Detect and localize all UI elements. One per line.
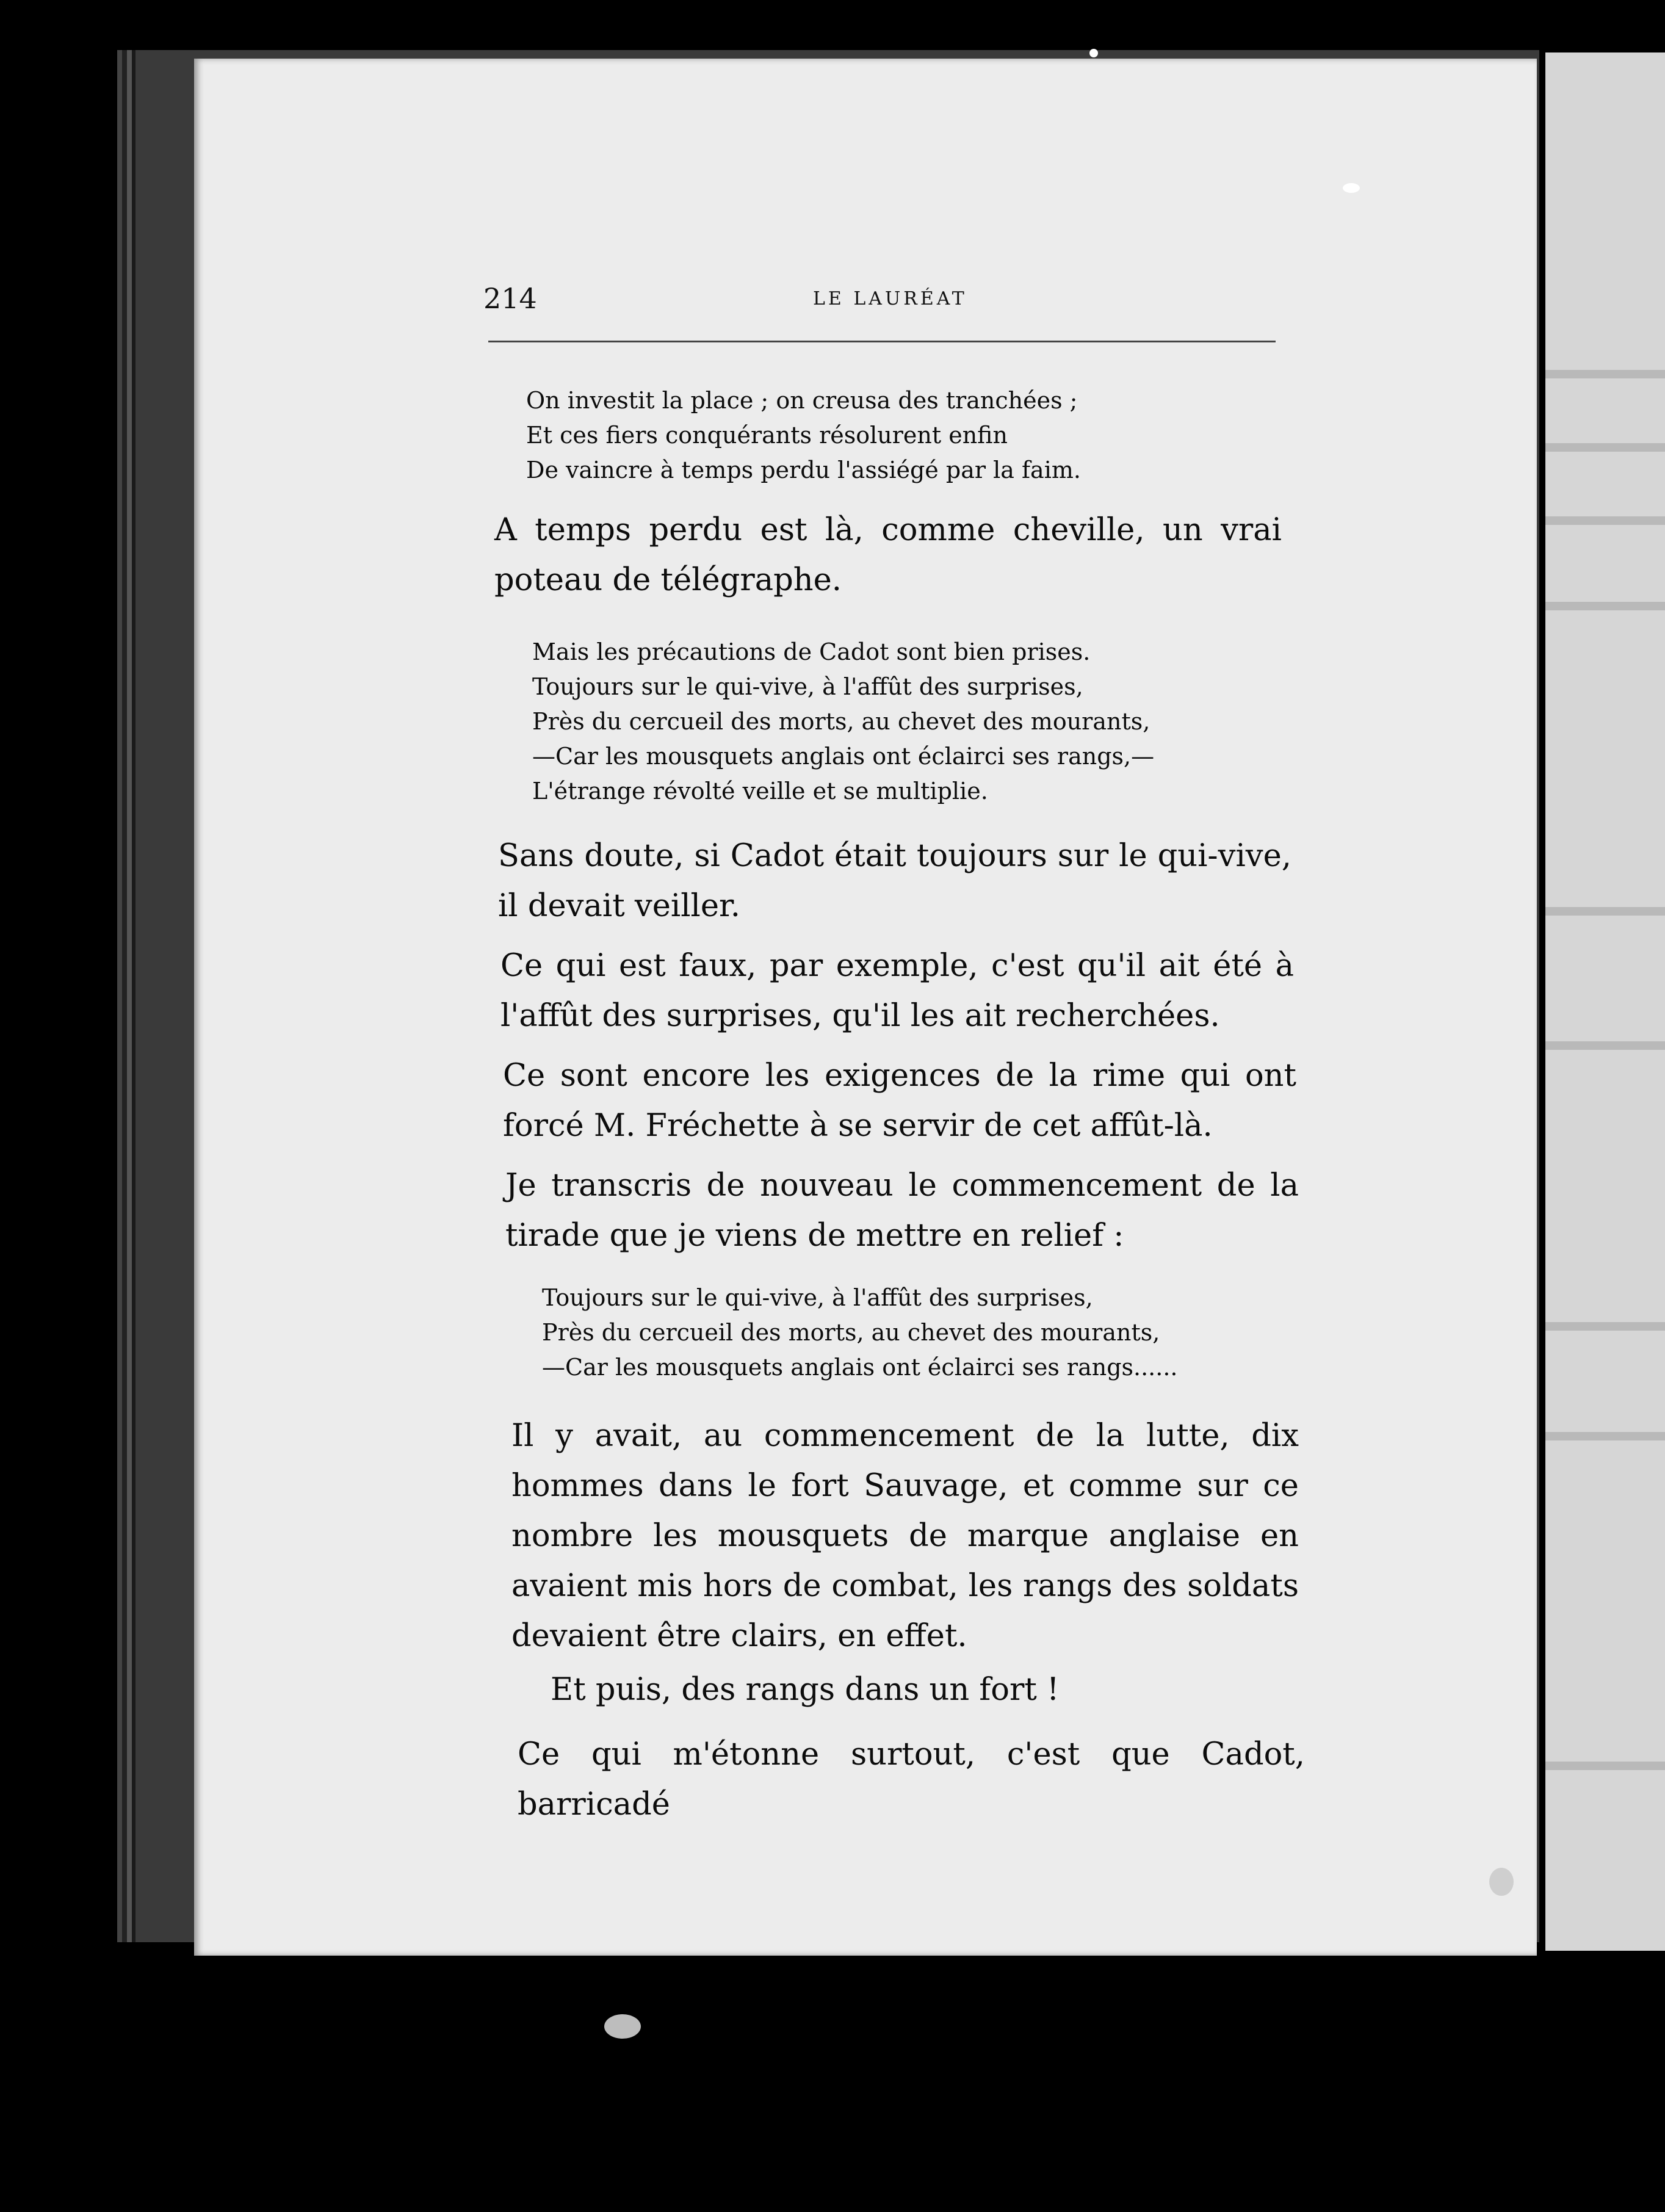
verse-line: De vaincre à temps perdu l'assiégé par la faim.	[526, 457, 1081, 483]
paragraph: Je transcris de nouveau le commencement de la tirade que je viens de mettre en relief :	[505, 1168, 1299, 1254]
show-through-line	[1545, 1762, 1665, 1770]
verse-line: Toujours sur le qui-vive, à l'affût des surprises,	[532, 673, 1083, 700]
verse-block-3	[542, 1281, 1178, 1385]
verse-line: Et ces fiers conquérants résolurent enfin	[526, 422, 1008, 449]
scan-speck	[1489, 1868, 1514, 1896]
verse-line: Près du cercueil des morts, au chevet des mourants,	[542, 1319, 1160, 1346]
page-number: 214	[483, 282, 537, 315]
show-through-line	[1545, 907, 1665, 916]
paragraph: Sans doute, si Cadot était toujours sur le qui-vive, il devait veiller.	[498, 838, 1291, 924]
show-through-line	[1545, 602, 1665, 610]
show-through-line	[1545, 1432, 1665, 1440]
verse-line: Près du cercueil des morts, au chevet des mourants,	[532, 708, 1150, 735]
running-title: LE LAURÉAT	[813, 288, 967, 309]
verse-block-1	[526, 383, 1081, 488]
verse-block-2	[532, 635, 1154, 809]
paragraph: Ce qui est faux, par exemple, c'est qu'il ait été à l'affût des surprises, qu'il les ait recherchées.	[500, 948, 1294, 1034]
verse-line: Toujours sur le qui-vive, à l'affût des surprises,	[542, 1284, 1093, 1311]
verse-line: —Car les mousquets anglais ont éclairci ses rangs,—	[532, 743, 1155, 770]
header-rule	[488, 341, 1276, 342]
paragraph: Et puis, des rangs dans un fort !	[551, 1672, 1060, 1708]
scan-speck	[1089, 49, 1098, 57]
show-through-line	[1545, 370, 1665, 378]
scan-speck	[604, 2014, 641, 2039]
show-through-line	[1545, 1041, 1665, 1050]
scan-speck	[1343, 183, 1360, 193]
paragraph: Ce qui m'étonne surtout, c'est que Cadot, barricadé	[518, 1737, 1305, 1823]
show-through-line	[1545, 516, 1665, 525]
verse-line: On investit la place ; on creusa des tranchées ;	[526, 387, 1078, 414]
adjacent-page	[1545, 52, 1665, 1951]
page-header	[483, 282, 1277, 319]
paragraph: Il y avait, au commencement de la lutte, dix hommes dans le fort Sauvage, et comme sur ce nombre les mousquets de marque anglaise en avaient mis hors de combat, les rangs des soldats devaient être clairs, en effet.	[511, 1418, 1299, 1654]
verse-line: —Car les mousquets anglais ont éclairci ses rangs......	[542, 1354, 1178, 1381]
show-through-line	[1545, 443, 1665, 452]
paragraph: A temps perdu est là, comme cheville, un vrai poteau de télégraphe.	[494, 512, 1282, 598]
paragraph: Ce sont encore les exigences de la rime qui ont forcé M. Fréchette à se servir de cet affût-là.	[503, 1058, 1296, 1144]
verse-line: Mais les précautions de Cadot sont bien prises.	[532, 638, 1091, 665]
show-through-line	[1545, 1322, 1665, 1331]
verse-line: L'étrange révolté veille et se multiplie.	[532, 778, 988, 804]
